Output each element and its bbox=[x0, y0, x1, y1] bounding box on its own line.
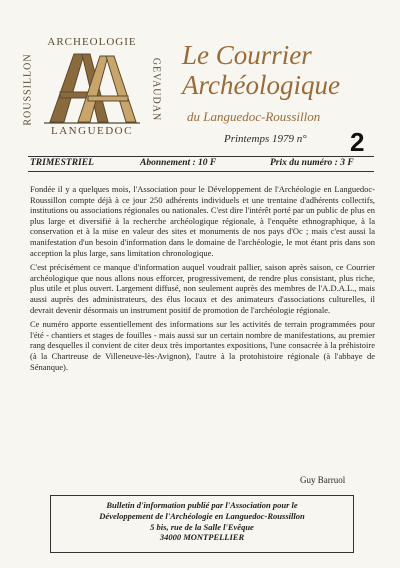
issue-label: Printemps 1979 n° bbox=[224, 133, 307, 145]
author-signature: Guy Barruol bbox=[300, 475, 346, 485]
issue-price: Prix du numéro : 3 F bbox=[270, 158, 354, 168]
publisher-line: Bulletin d'information publié par l'Association pour le bbox=[106, 500, 298, 510]
article-paragraph: Fondée il y a quelques mois, l'Association pour le Développement de l'Archéologie en Languedoc-Roussillon compte déjà à ce jour 250 adhérents individuels et une trentaine d'adhérents collectifs, institutions ou associations régionales ou nationales. C'est dire l'intérêt porté par un public de plus en plus large et diversifié à la recherche archéologique régionale, à l'enquête ethnographique, à la conservation et à la mise en valeur des sites et monuments de nos pays d'Oc ; mais c'est aussi la manifestation d'un besoin d'information dans le domaine de l'archéologie, le mot étant pris dans son acception la plus large, sans limitation chronologique. bbox=[30, 184, 375, 258]
masthead-subtitle: du Languedoc-Roussillon bbox=[187, 109, 321, 124]
periodicity: TRIMESTRIEL bbox=[30, 158, 94, 168]
publication-meta bbox=[30, 157, 374, 171]
publisher-box bbox=[50, 495, 354, 553]
publisher-line: Développement de l'Archéologie en Languedoc-Roussillon bbox=[99, 510, 305, 521]
article-paragraph: C'est précisément ce manque d'information auquel voudrait pallier, saison après saison, ce Courrier archéologique que nous allons nous efforcer, progressivement, de rendre plus consistant, plus riche, plus utile et plus ouvert. Largement diffusé, non seulement auprès des membres de l'A.D.A.L., mais aussi auprès des administrateurs, des élus locaux et des animateurs d'associations culturelles, il devrait devenir désormais un instrument positif de promotion de l'archéologie régionale. bbox=[30, 262, 375, 315]
logo-right-text: GEVAUDAN bbox=[150, 57, 162, 122]
association-logo bbox=[22, 36, 162, 140]
issue-number: 2 bbox=[350, 127, 365, 157]
subscription-price: Abonnement : 10 F bbox=[140, 158, 217, 168]
masthead-title-line1: Le Courrier bbox=[182, 40, 312, 70]
divider-bottom bbox=[28, 171, 374, 172]
editorial-article bbox=[30, 184, 375, 376]
logo-top-text: ARCHEOLOGIE bbox=[47, 36, 137, 48]
logo-left-text: ROUSSILLON bbox=[22, 53, 34, 126]
logo-bottom-text: LANGUEDOC bbox=[51, 125, 133, 137]
publisher-city: 34000 MONTPELLIER bbox=[159, 532, 245, 543]
publisher-address: 5 bis, rue de la Salle l'Evêque bbox=[150, 521, 254, 532]
masthead-title-line2: Archéologique bbox=[182, 70, 340, 100]
article-paragraph: Ce numéro apporte essentiellement des informations sur les activités de terrain programmées pour l'été - chantiers et stages de fouilles - mais aussi sur un certain nombre de manifestations, au premier rang desquelles il convient de citer deux très importantes expositions, l'une consacrée à la préhistoire (à la Chartreuse de Villeneuve-lès-Avignon), l'autre à la protohistoire régionale (à l'abbaye de Sénanque). bbox=[30, 319, 375, 372]
aa-monogram-icon bbox=[44, 50, 140, 124]
